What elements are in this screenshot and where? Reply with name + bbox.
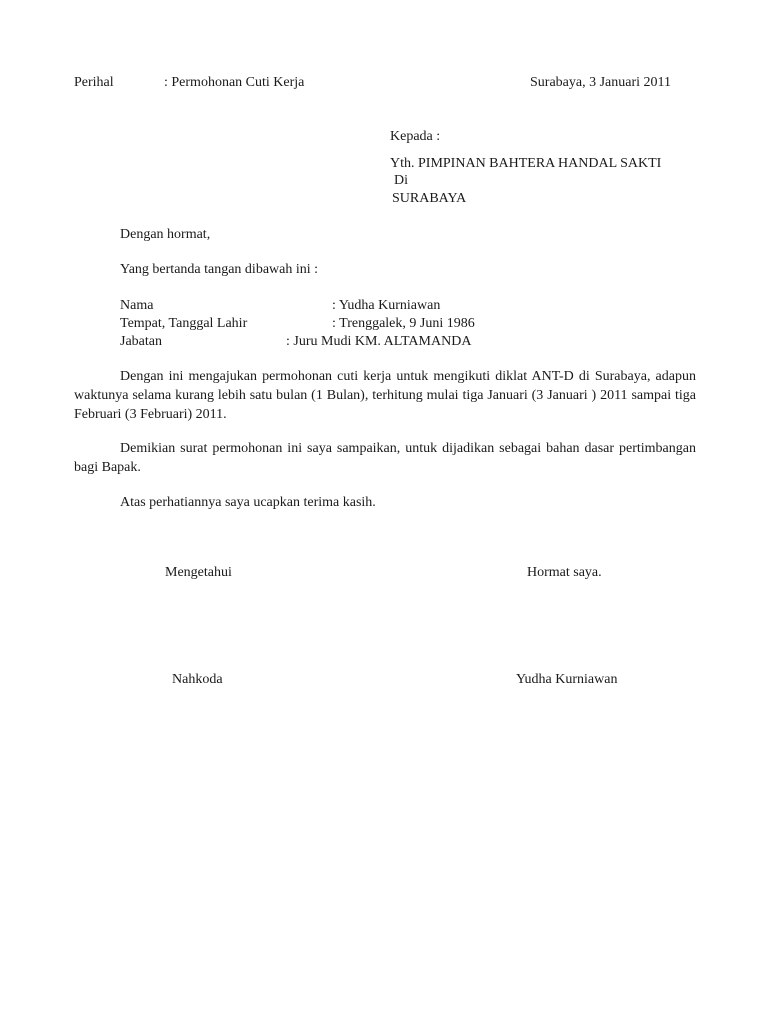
recipient-kepada: Kepada : bbox=[390, 129, 441, 144]
recipient-line3: SURABAYA bbox=[392, 191, 467, 206]
greeting: Dengan hormat, bbox=[120, 227, 211, 242]
recipient-line1: Yth. PIMPINAN BAHTERA HANDAL SAKTI bbox=[390, 156, 662, 171]
field-label-ttl: Tempat, Tanggal Lahir bbox=[120, 316, 248, 331]
signature-left-name: Nahkoda bbox=[172, 672, 223, 687]
closing-thanks: Atas perhatiannya saya ucapkan terima kasih. bbox=[120, 495, 376, 510]
perihal-value: : Permohonan Cuti Kerja bbox=[164, 75, 305, 90]
intro-line: Yang bertanda tangan dibawah ini : bbox=[120, 262, 319, 277]
field-label-nama: Nama bbox=[120, 298, 154, 313]
field-value-nama: : Yudha Kurniawan bbox=[332, 298, 441, 313]
signature-right-name: Yudha Kurniawan bbox=[516, 672, 618, 687]
recipient-line2: Di bbox=[394, 173, 408, 188]
field-value-jabatan: : Juru Mudi KM. ALTAMANDA bbox=[286, 334, 472, 349]
paragraph-closing-statement: Demikian surat permohonan ini saya sampaikan, untuk dijadikan sebagai bahan dasar pertimbangan bagi Bapak. bbox=[74, 441, 696, 475]
signature-left-title: Mengetahui bbox=[165, 565, 232, 580]
perihal-label: Perihal bbox=[74, 75, 114, 90]
signature-right-title: Hormat saya. bbox=[527, 565, 602, 580]
place-date: Surabaya, 3 Januari 2011 bbox=[530, 75, 671, 90]
field-value-ttl: : Trenggalek, 9 Juni 1986 bbox=[332, 316, 475, 331]
field-label-jabatan: Jabatan bbox=[120, 334, 162, 349]
paragraph-request: Dengan ini mengajukan permohonan cuti kerja untuk mengikuti diklat ANT-D di Surabaya, adapun waktunya selama kurang lebih satu bulan (1 Bulan), terhitung mulai tiga Januari (3 Januari ) 2011 sampai tiga Februari (3 Februari) 2011. bbox=[74, 369, 696, 422]
